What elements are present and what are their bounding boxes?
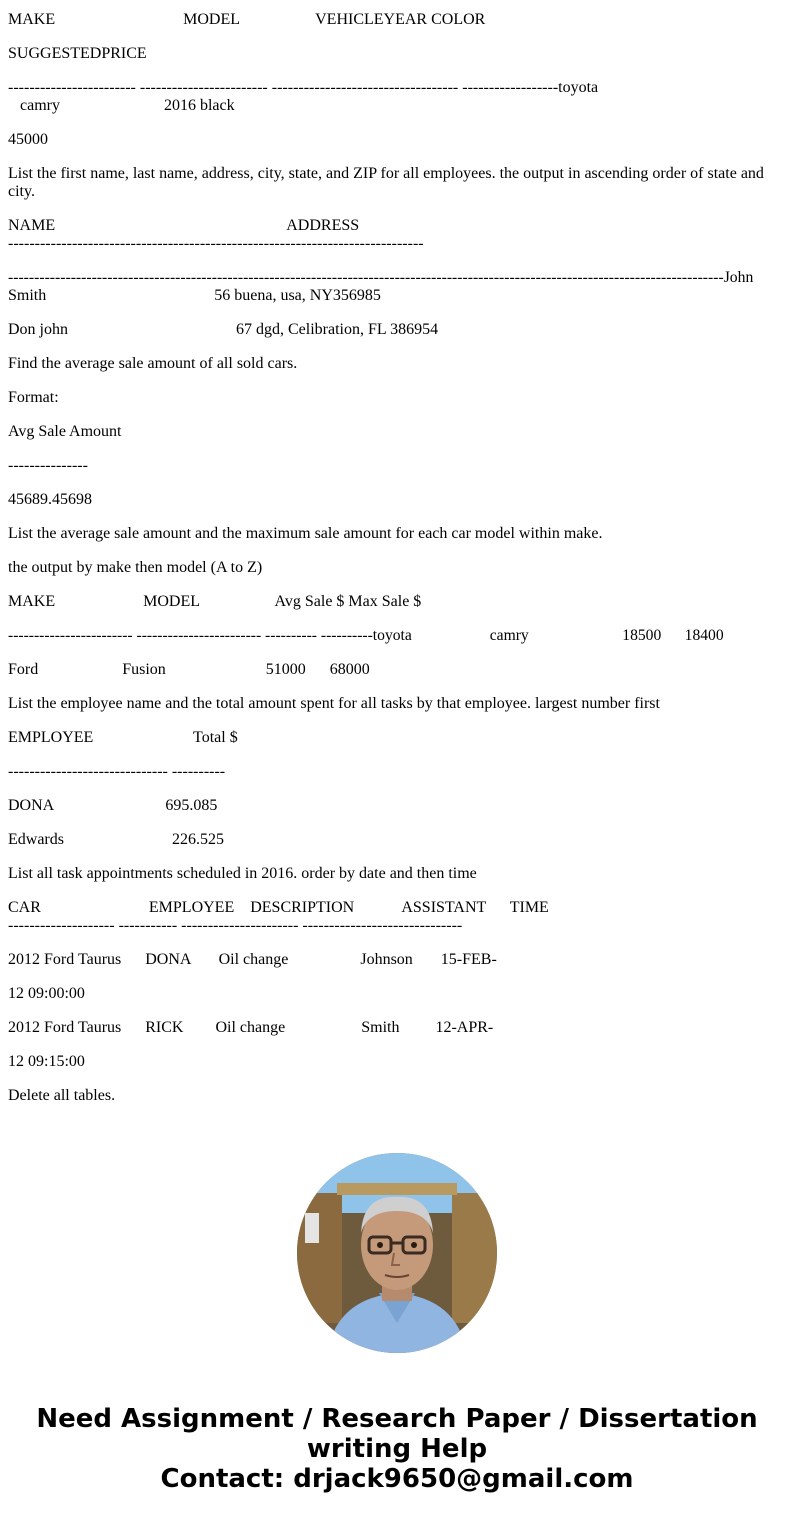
data-line: Smith 56 buena, usa, NY356985 [8,287,381,304]
data-line: Ford Fusion 51000 68000 [8,661,370,678]
data-line: 12 09:15:00 [8,1053,85,1070]
data-line: 2012 Ford Taurus RICK Oil change Smith 12-APR- [8,1019,494,1036]
table-header: Avg Sale Amount [8,423,122,440]
dash-line: ------------------------------ ---------- [8,763,226,780]
task-instruction: the output by make then model (A to Z) [8,559,263,576]
format-label: Format: [8,389,59,406]
table-header: MAKE MODEL Avg Sale $ Max Sale $ [8,593,422,610]
promo-contact[interactable]: Contact: drjack9650@gmail.com [160,1464,634,1494]
data-line: camry 2016 black [8,97,235,114]
data-line: 12 09:00:00 [8,985,85,1002]
promo-headline: Need Assignment / Research Paper / Dissertation [36,1404,758,1434]
header-suggested-price: SUGGESTEDPRICE [8,45,147,62]
dash-line: --------------- [8,457,88,474]
promo-banner [0,1404,794,1494]
dash-line: -----------------------------------------------------------------------------------------------------------------------------------------John [8,269,754,286]
header-make-model: MAKE MODEL VEHICLEYEAR COLOR [8,11,486,28]
data-line: 45689.45698 [8,491,92,508]
dash-line: ------------------------------------------------------------------------------ [8,235,424,252]
dash-line: ------------------------ ------------------------ ----------------------------------- ------------------toyota [8,79,599,96]
promo-subheadline: writing Help [306,1434,488,1464]
table-header: CAR EMPLOYEE DESCRIPTION ASSISTANT TIME [8,899,549,916]
table-header: NAME ADDRESS [8,217,360,234]
data-line: Don john 67 dgd, Celibration, FL 386954 [8,321,439,338]
data-line: ------------------------ ------------------------ ---------- ----------toyota camry 18500 18400 [8,627,724,644]
avatar-portrait [297,1153,497,1353]
dash-line: -------------------- ----------- ---------------------- ------------------------------ [8,917,463,934]
data-line: 45000 [8,131,48,148]
task-instruction: Delete all tables. [8,1087,116,1104]
task-instruction: List all task appointments scheduled in 2016. order by date and then time [8,865,477,882]
table-header: EMPLOYEE Total $ [8,729,238,746]
data-line: DONA 695.085 [8,797,218,814]
task-instruction: List the average sale amount and the maximum sale amount for each car model within make. [8,525,603,542]
task-instruction: Find the average sale amount of all sold cars. [8,355,298,372]
author-avatar [297,1153,497,1353]
data-line: 2012 Ford Taurus DONA Oil change Johnson 15-FEB- [8,951,497,968]
task-instruction: List the first name, last name, address, city, state, and ZIP for all employees. the output in ascending order of state and city. [8,165,764,200]
task-instruction: List the employee name and the total amount spent for all tasks by that employee. largest number first [8,695,660,712]
data-line: Edwards 226.525 [8,831,224,848]
